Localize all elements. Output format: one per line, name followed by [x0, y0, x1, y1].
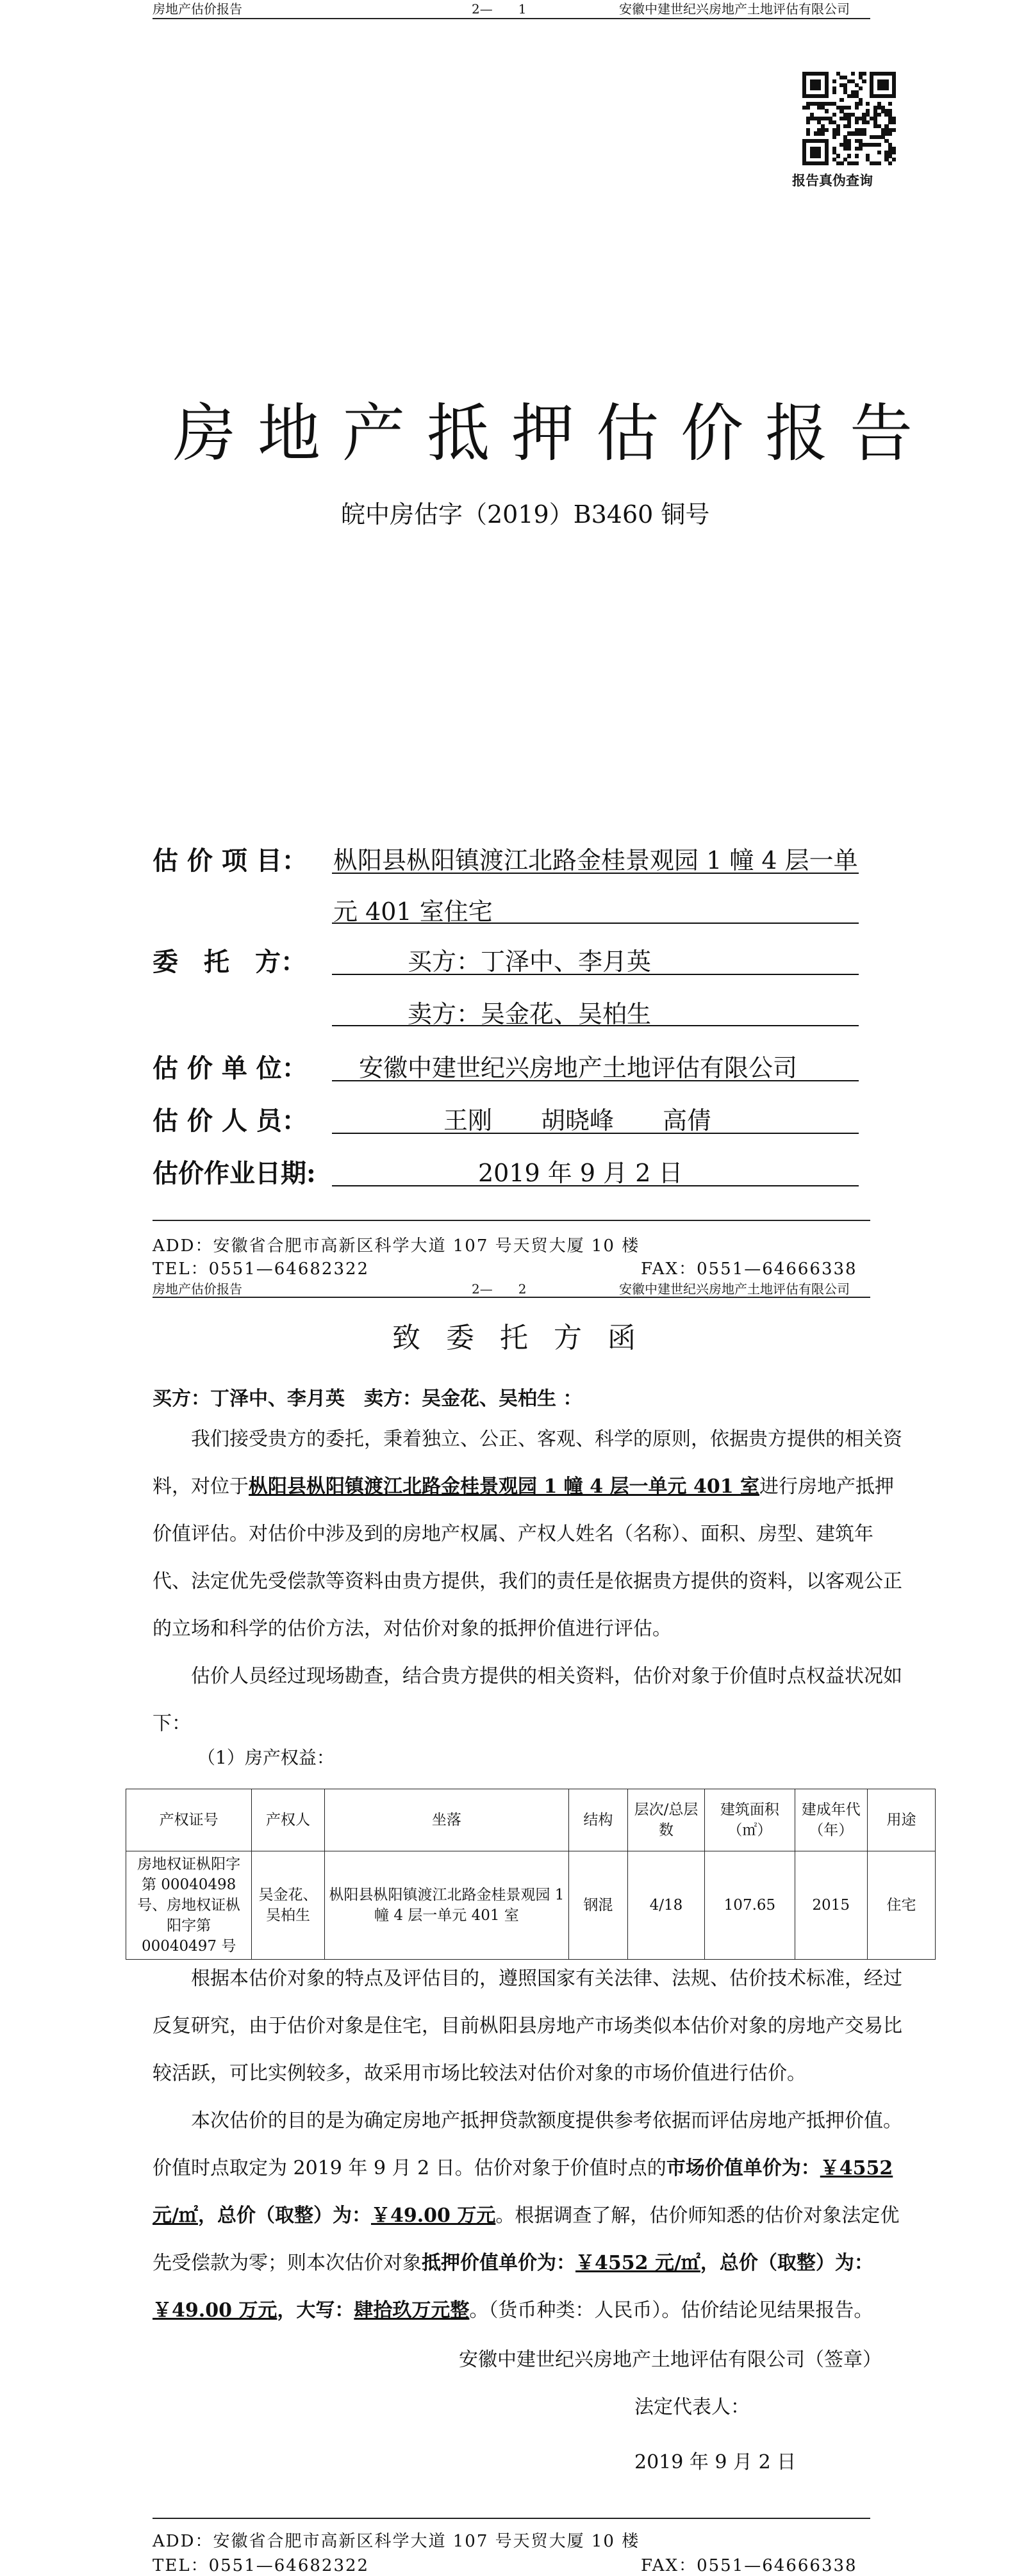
footer-rule	[153, 1220, 870, 1221]
underline	[332, 1080, 859, 1081]
col-header-year: 建成年代（年）	[795, 1789, 867, 1851]
para4-text: 本次估价的目的是为确定房地产抵押贷款额度提供参考依据而评估房地产抵押价值。价值时点取定为 2019 年 9 月 2 日。估价对象于价值时点的	[153, 2110, 902, 2179]
underline	[332, 1025, 859, 1026]
signoff-representative: 法定代表人：	[634, 2396, 750, 2418]
letter-body-1	[153, 1416, 902, 1748]
para1-text-a: 我们接受贵方的委托，秉着独立、公正、客观、科学的原则，依据贵方提供的相关资料，对位于	[153, 1428, 902, 1498]
footer-address: ADD：安徽省合肥市高新区科学大道 107 号天贸大厦 10 楼	[153, 1236, 640, 1256]
header-left: 房地产估价报告	[153, 1, 242, 17]
project-label: 估 价 项 目：	[153, 846, 308, 876]
mortgage-total-label: ，总价（取整）为：	[700, 2252, 873, 2274]
para4-text: 。（货币种类：人民币）。估价结论见结果报告。	[469, 2299, 873, 2322]
underline	[332, 873, 859, 874]
underline	[332, 1185, 859, 1186]
unit-value: 安徽中建世纪兴房地产土地评估有限公司	[359, 1054, 798, 1082]
cell-area: 107.65	[705, 1851, 795, 1960]
header-page-number: 2— 1	[472, 1, 527, 17]
market-unit-price-label: 市场价值单价为：	[666, 2157, 820, 2179]
para3: 根据本估价对象的特点及评估目的，遵照国家有关法律、法规、估价技术标准，经过反复研究，由于估价对象是住宅，目前枞阳县房地产市场类似本估价对象的房地产交易比较活跃，可比实例较多，故采用市场比较法对估价对象的市场价值进行估价。	[153, 1967, 902, 2085]
qr-code-icon[interactable]	[802, 72, 896, 165]
client-label: 委 托 方：	[153, 947, 306, 977]
table-header-row	[126, 1789, 936, 1851]
para1-text-b: 进行房地产抵押价值评估。对估价中涉及到的房地产权属、产权人姓名（名称）、面积、房型、建筑年代、法定优先受偿款等资料由贵方提供，我们的责任是依据贵方提供的资料，以客观公正的立场和科学的估价方法，对估价对象的抵押价值进行评估。	[153, 1475, 902, 1640]
footer-tel: TEL：0551—64682322	[153, 2556, 370, 2575]
report-title: 房地产抵押估价报告	[173, 397, 935, 470]
cell-owner: 吴金花、吴柏生	[252, 1851, 324, 1960]
underline	[332, 974, 859, 975]
header-company: 安徽中建世纪兴房地产土地评估有限公司	[619, 1281, 850, 1297]
qr-caption: 报告真伪查询	[792, 172, 873, 188]
date-label: 估价作业日期:	[153, 1158, 316, 1188]
section-rights-title: （1）房产权益：	[197, 1747, 335, 1768]
market-unit-price: ￥4552 元/㎡	[153, 2157, 893, 2227]
header-company: 安徽中建世纪兴房地产土地评估有限公司	[619, 1, 850, 17]
cell-year: 2015	[795, 1851, 867, 1960]
footer-tel: TEL：0551—64682322	[153, 1259, 370, 1279]
header-rule	[153, 1297, 870, 1298]
para4-text: 。根据调查了解，估价师知悉的估价对象法定优先受偿款为零；则本次估价对象	[153, 2204, 900, 2274]
col-header-location: 坐落	[324, 1789, 569, 1851]
cell-use: 住宅	[867, 1851, 935, 1960]
cell-location: 枞阳县枞阳镇渡江北路金桂景观园 1 幢 4 层一单元 401 室	[324, 1851, 569, 1960]
date-value: 2019 年 9 月 2 日	[478, 1159, 683, 1187]
para4	[153, 2097, 902, 2334]
report-number: 皖中房估字（2019）B3460 铜号	[341, 500, 710, 529]
people-label: 估 价 人 员：	[153, 1106, 308, 1136]
market-total-label: ，总价（取整）为：	[197, 2204, 371, 2227]
col-header-floor: 层次/总层数	[627, 1789, 705, 1851]
col-header-use: 用途	[867, 1789, 935, 1851]
col-header-area: 建筑面积（㎡）	[705, 1789, 795, 1851]
people-value: 王刚 胡晓峰 高倩	[443, 1106, 712, 1135]
salutation: 买方：丁泽中、李月英 卖方：吴金花、吴柏生 ：	[153, 1388, 583, 1410]
signoff-date: 2019 年 9 月 2 日	[634, 2451, 797, 2473]
mortgage-unit-price: ￥4552 元/㎡	[575, 2252, 700, 2274]
project-value-line1: 枞阳县枞阳镇渡江北路金桂景观园 1 幢 4 层一单	[333, 846, 858, 874]
letter-body-2	[153, 1955, 902, 2334]
col-header-owner: 产权人	[252, 1789, 324, 1851]
para2: 估价人员经过现场勘查，结合贵方提供的相关资料，估价对象于价值时点权益状况如下：	[153, 1665, 902, 1735]
capital-label: ，大写：	[277, 2299, 354, 2322]
cell-cert: 房地权证枞阳字第 00040498 号、房地权证枞阳字第 00040497 号	[126, 1851, 252, 1960]
cell-floor: 4/18	[627, 1851, 705, 1960]
col-header-structure: 结构	[569, 1789, 627, 1851]
table-row	[126, 1851, 936, 1960]
header-rule	[153, 18, 870, 19]
cell-structure: 钢混	[569, 1851, 627, 1960]
signoff-company: 安徽中建世纪兴房地产土地评估有限公司（签章）	[459, 2349, 882, 2371]
footer-rule	[153, 2518, 870, 2519]
underline	[332, 923, 859, 924]
capital-amount: 肆拾玖万元整	[354, 2299, 470, 2322]
footer-fax: FAX：0551—64666338	[641, 2556, 857, 2575]
mortgage-total: ￥49.00 万元	[153, 2299, 277, 2322]
property-table	[126, 1789, 936, 1960]
unit-label: 估 价 单 位：	[153, 1053, 308, 1083]
footer-fax: FAX：0551—64666338	[641, 1259, 857, 1279]
property-address: 枞阳县枞阳镇渡江北路金桂景观园 1 幢 4 层一单元 401 室	[249, 1475, 760, 1498]
mortgage-unit-price-label: 抵押价值单价为：	[422, 2252, 575, 2274]
buyer-value: 买方：丁泽中、李月英	[408, 948, 652, 976]
seller-value: 卖方：吴金花、吴柏生	[408, 1000, 652, 1028]
header-page-number: 2— 2	[472, 1281, 527, 1297]
col-header-cert: 产权证号	[126, 1789, 252, 1851]
project-value-line2: 元 401 室住宅	[333, 898, 493, 926]
footer-address: ADD：安徽省合肥市高新区科学大道 107 号天贸大厦 10 楼	[153, 2532, 640, 2551]
header-left: 房地产估价报告	[153, 1281, 242, 1297]
letter-title: 致委托方函	[392, 1322, 661, 1354]
market-total: ￥49.00 万元	[370, 2204, 496, 2227]
underline	[332, 1133, 859, 1134]
